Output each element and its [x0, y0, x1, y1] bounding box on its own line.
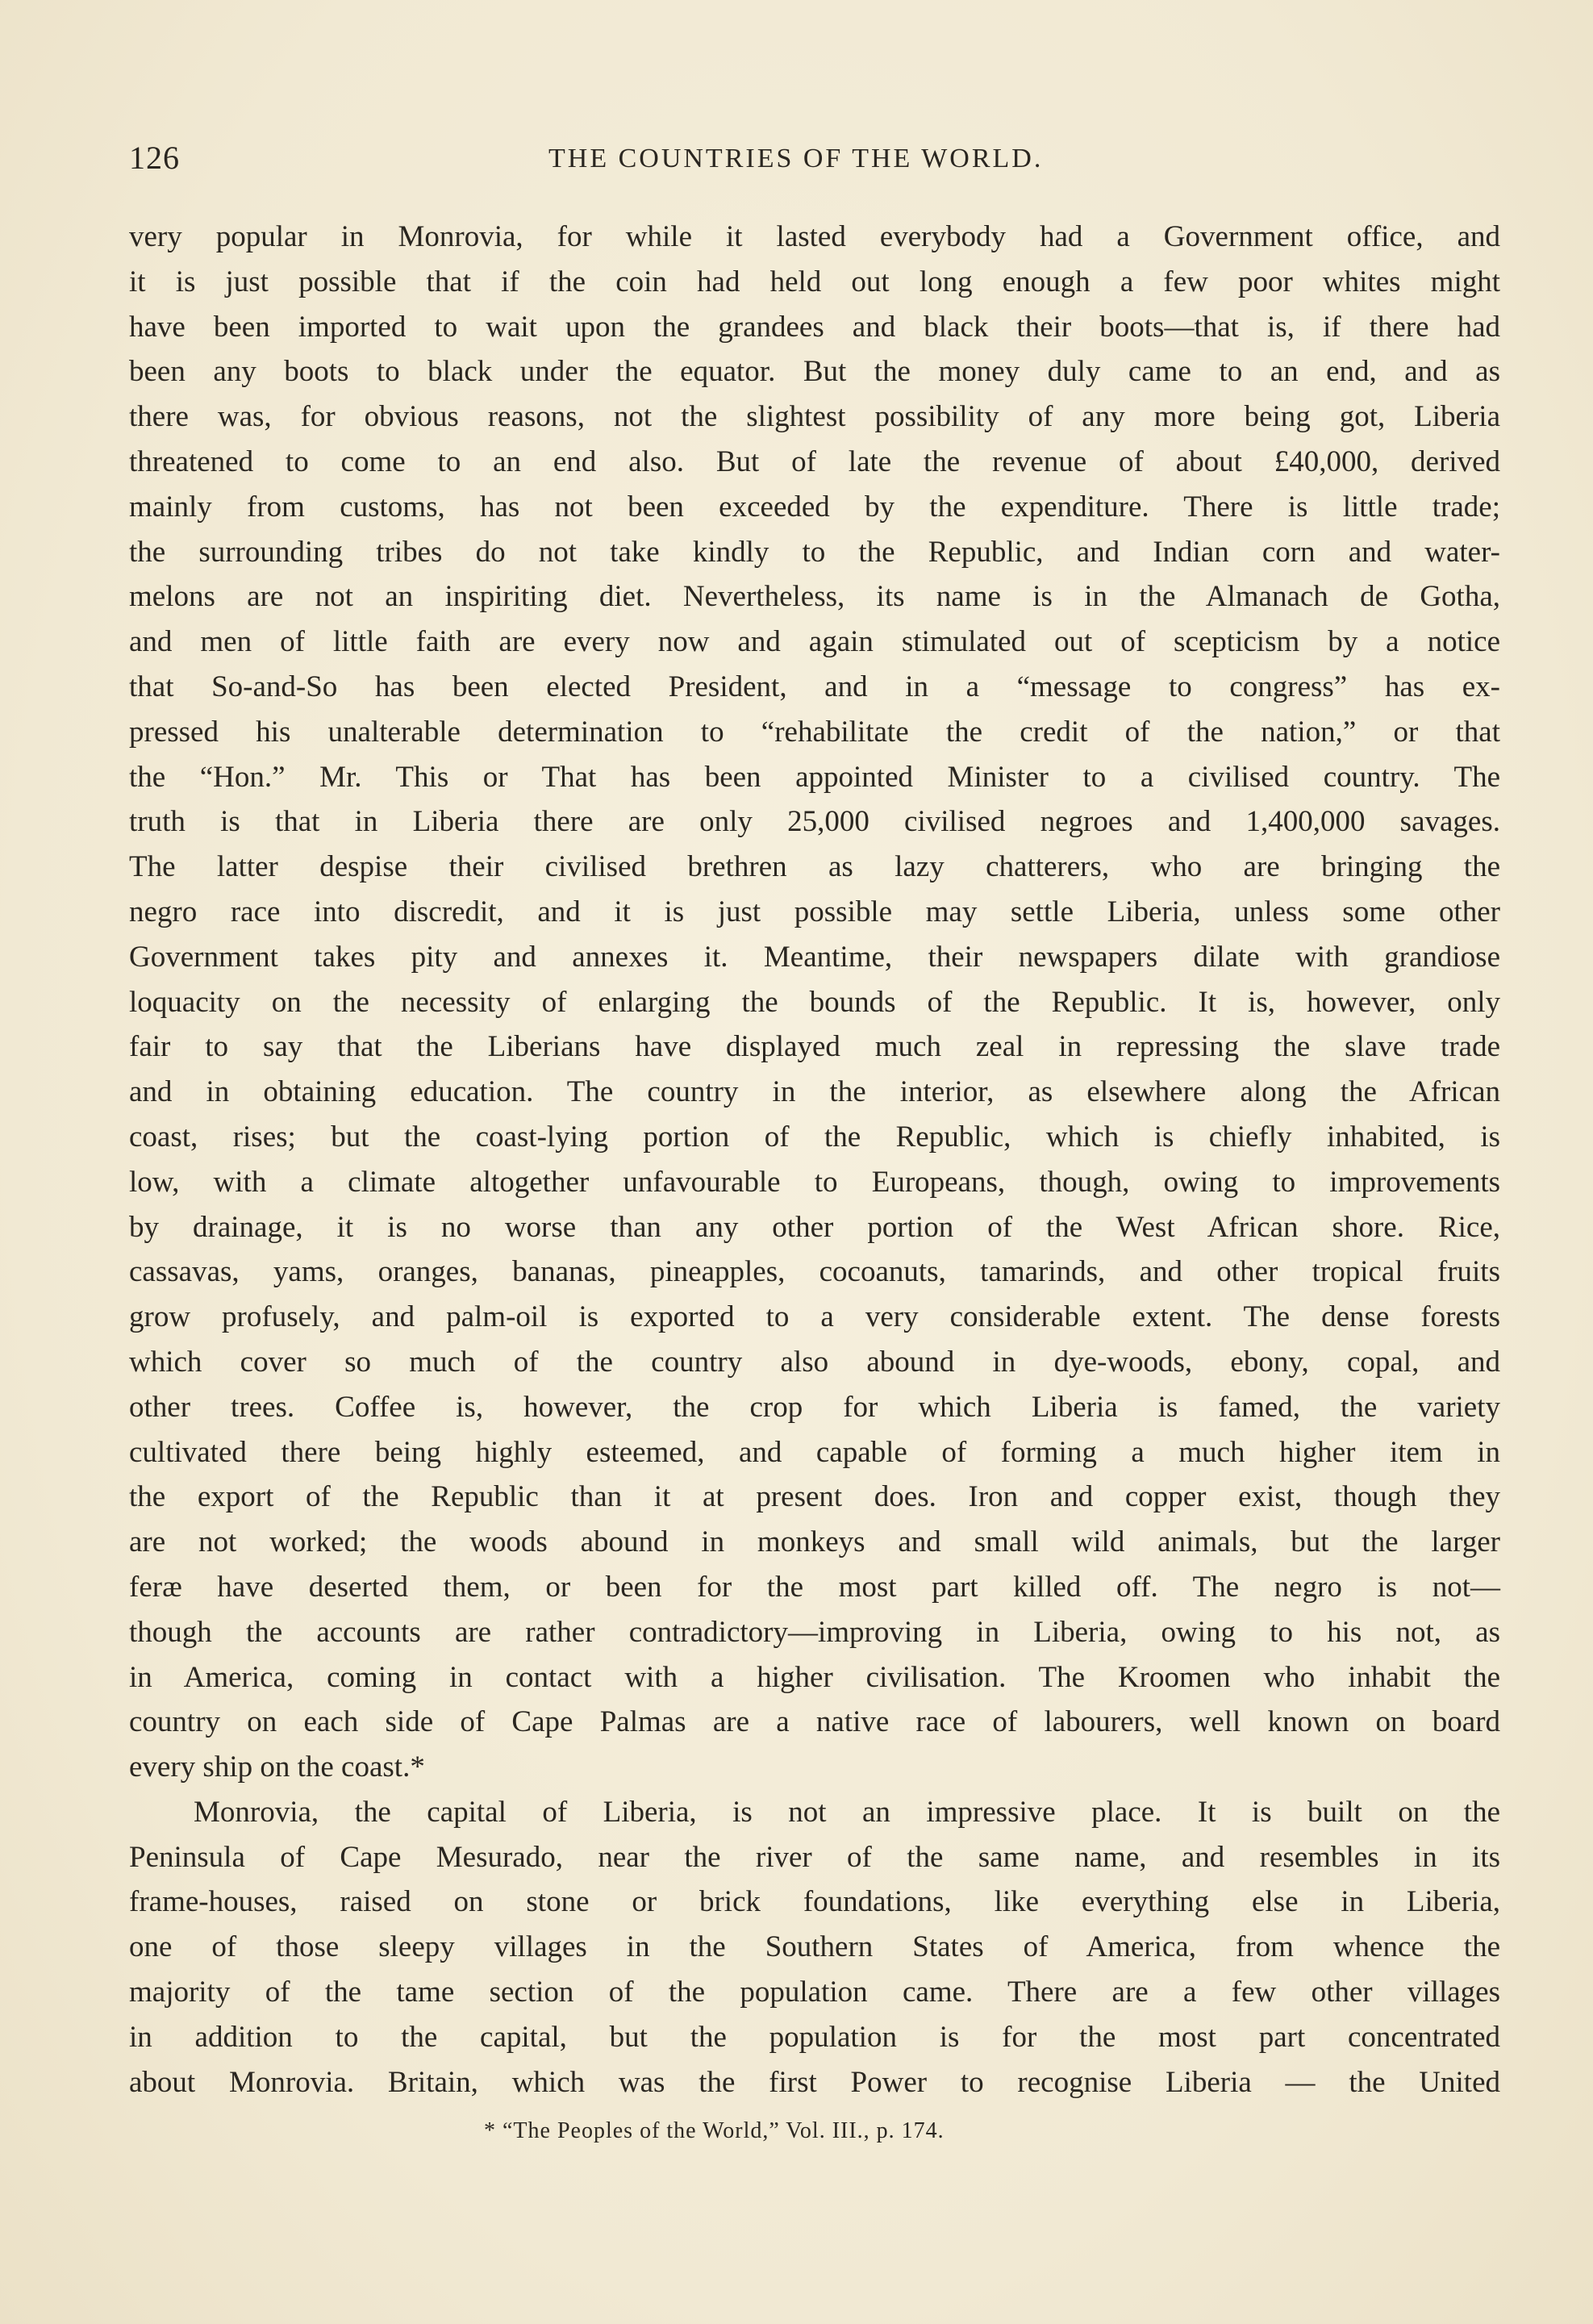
text-line: though the accounts are rather contradictory—improving in Liberia, owing to his not, as [129, 1615, 1500, 1649]
text-line: negro race into discredit, and it is just possible may settle Liberia, unless some other [129, 895, 1500, 928]
text-line: have been imported to wait upon the grandees and black their boots—that is, if there had [129, 310, 1500, 344]
text-line: grow profusely, and palm-oil is exported to a very considerable extent. The dense forests [129, 1300, 1500, 1334]
text-line: are not worked; the woods abound in monkeys and small wild animals, but the larger [129, 1525, 1500, 1559]
text-line: melons are not an inspiriting diet. Nevertheless, its name is in the Almanach de Gotha, [129, 580, 1500, 614]
text-line: and in obtaining education. The country in the interior, as elsewhere along the African [129, 1075, 1500, 1109]
text-line: The latter despise their civilised brethren as lazy chatterers, who are bringing the [129, 850, 1500, 884]
page-number: 126 [129, 140, 180, 176]
text-line: cassavas, yams, oranges, bananas, pineapples, cocoanuts, tamarinds, and other tropical fruits [129, 1255, 1500, 1289]
text-line: it is just possible that if the coin had held out long enough a few poor whites might [129, 265, 1500, 298]
text-line: one of those sleepy villages in the Southern States of America, from whence the [129, 1930, 1500, 1964]
text-line: the surrounding tribes do not take kindly to the Republic, and Indian corn and water- [129, 535, 1500, 569]
text-line: Peninsula of Cape Mesurado, near the river of the same name, and resembles in its [129, 1840, 1500, 1874]
page-header [129, 139, 1500, 187]
text-line: that So-and-So has been elected President, and in a “message to congress” has ex- [129, 670, 1500, 703]
text-line: been any boots to black under the equator. But the money duly came to an end, and as [129, 355, 1500, 389]
text-line: pressed his unalterable determination to “rehabilitate the credit of the nation,” or that [129, 715, 1500, 749]
text-line: by drainage, it is no worse than any other portion of the West African shore. Rice, [129, 1210, 1500, 1244]
text-line: low, with a climate altogether unfavourable to Europeans, though, owing to improvements [129, 1165, 1500, 1199]
text-line: threatened to come to an end also. But of late the revenue of about £40,000, derived [129, 444, 1500, 478]
text-line: feræ have deserted them, or been for the most part killed off. The negro is not— [129, 1570, 1500, 1604]
text-line: Government takes pity and annexes it. Meantime, their newspapers dilate with grandiose [129, 940, 1500, 974]
text-line: coast, rises; but the coast-lying portion of the Republic, which is chiefly inhabited, is [129, 1120, 1500, 1154]
text-line: and men of little faith are every now and again stimulated out of scepticism by a notice [129, 625, 1500, 659]
text-line: in America, coming in contact with a higher civilisation. The Kroomen who inhabit the [129, 1660, 1500, 1694]
text-line: other trees. Coffee is, however, the crop for which Liberia is famed, the variety [129, 1390, 1500, 1424]
running-head: THE COUNTRIES OF THE WORLD. [548, 144, 1044, 173]
text-line: in addition to the capital, but the population is for the most part concentrated [129, 2020, 1500, 2054]
text-line: there was, for obvious reasons, not the slightest possibility of any more being got, Liberia [129, 400, 1500, 434]
text-line: about Monrovia. Britain, which was the first Power to recognise Liberia — the United [129, 2065, 1500, 2099]
text-line: very popular in Monrovia, for while it lasted everybody had a Government office, and [129, 220, 1500, 253]
text-line: loquacity on the necessity of enlarging the bounds of the Republic. It is, however, only [129, 985, 1500, 1019]
text-line: truth is that in Liberia there are only 25,000 civilised negroes and 1,400,000 savages. [129, 805, 1500, 839]
text-line: Monrovia, the capital of Liberia, is not an impressive place. It is built on the [194, 1795, 1500, 1829]
text-line: every ship on the coast.* [129, 1750, 425, 1784]
text-line: the “Hon.” Mr. This or That has been appointed Minister to a civilised country. The [129, 760, 1500, 794]
text-line: majority of the tame section of the population came. There are a few other villages [129, 1976, 1500, 2009]
text-line: the export of the Republic than it at present does. Iron and copper exist, though they [129, 1480, 1500, 1514]
text-line: mainly from customs, has not been exceeded by the expenditure. There is little trade; [129, 490, 1500, 524]
footnote: * “The Peoples of the World,” Vol. III., p. 174. [484, 2118, 945, 2143]
text-line: frame-houses, raised on stone or brick foundations, like everything else in Liberia, [129, 1885, 1500, 1919]
text-line: country on each side of Cape Palmas are a native race of labourers, well known on board [129, 1705, 1500, 1739]
text-line: fair to say that the Liberians have displayed much zeal in repressing the slave trade [129, 1030, 1500, 1064]
body-text [129, 215, 1500, 2105]
text-line: cultivated there being highly esteemed, and capable of forming a much higher item in [129, 1435, 1500, 1469]
text-line: which cover so much of the country also abound in dye-woods, ebony, copal, and [129, 1345, 1500, 1379]
